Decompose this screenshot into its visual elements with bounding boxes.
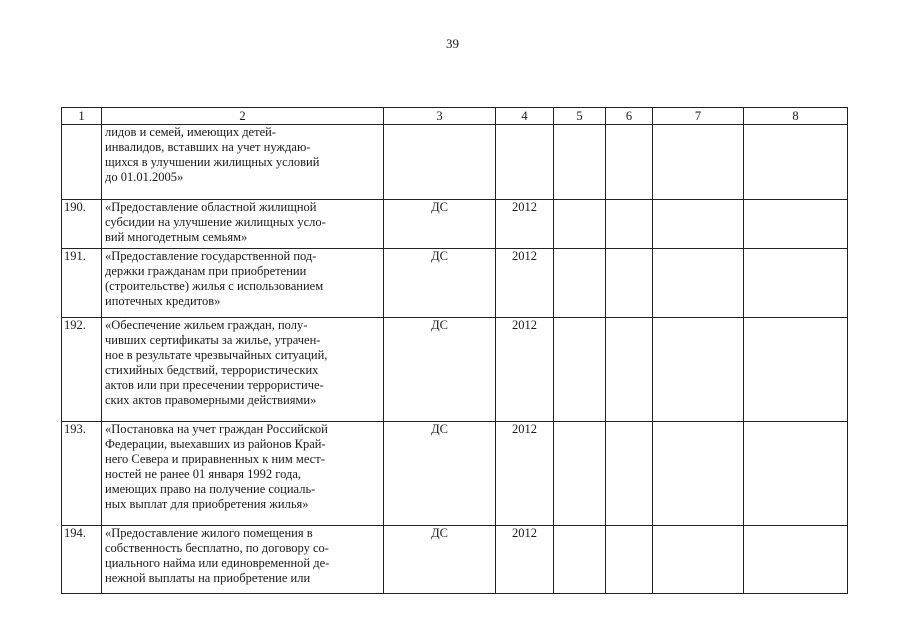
cell-col4: 2012 (496, 526, 554, 594)
cell-col6 (606, 249, 653, 318)
table-row (62, 422, 848, 526)
cell-col6 (606, 318, 653, 422)
row-number: 190. (62, 200, 102, 249)
cell-col8 (744, 249, 848, 318)
column-header-7: 7 (653, 108, 744, 125)
cell-col3: ДС (384, 200, 496, 249)
service-description: «Предоставление государственной под- держки гражданам при приобретении (строительстве) жилья с использованием ипотечных кредитов» (102, 249, 384, 318)
cell-col4: 2012 (496, 318, 554, 422)
cell-col4: 2012 (496, 249, 554, 318)
cell-col7 (653, 526, 744, 594)
cell-col8 (744, 526, 848, 594)
cell-col8 (744, 125, 848, 200)
table-row (62, 318, 848, 422)
row-number: 194. (62, 526, 102, 594)
cell-col7 (653, 200, 744, 249)
cell-col8 (744, 422, 848, 526)
cell-col3: ДС (384, 249, 496, 318)
cell-col7 (653, 318, 744, 422)
column-header-6: 6 (606, 108, 653, 125)
cell-col3: ДС (384, 422, 496, 526)
cell-col5 (554, 200, 606, 249)
cell-col7 (653, 422, 744, 526)
table-row (62, 249, 848, 318)
cell-col7 (653, 249, 744, 318)
cell-col6 (606, 422, 653, 526)
column-header-2: 2 (102, 108, 384, 125)
cell-col4: 2012 (496, 200, 554, 249)
cell-col6 (606, 125, 653, 200)
column-header-5: 5 (554, 108, 606, 125)
cell-col8 (744, 318, 848, 422)
column-header-1: 1 (62, 108, 102, 125)
cell-col5 (554, 249, 606, 318)
column-header-3: 3 (384, 108, 496, 125)
header-row (62, 108, 848, 125)
cell-col5 (554, 526, 606, 594)
service-description: лидов и семей, имеющих детей- инвалидов, вставших на учет нуждаю- щихся в улучшении жилищных условий до 01.01.2005» (102, 125, 384, 200)
cell-col7 (653, 125, 744, 200)
column-header-4: 4 (496, 108, 554, 125)
cell-col3: ДС (384, 318, 496, 422)
row-number: 191. (62, 249, 102, 318)
cell-col8 (744, 200, 848, 249)
cell-col3: ДС (384, 526, 496, 594)
service-description: «Обеспечение жильем граждан, полу- чивших сертификаты за жилье, утрачен- ное в результате чрезвычайных ситуаций, стихийных бедствий, террористических актов или при пресечении террористиче- ских актов правомерными действиями» (102, 318, 384, 422)
table-row (62, 125, 848, 200)
page-number: 39 (446, 36, 459, 51)
service-description: «Предоставление жилого помещения в собственность бесплатно, по договору со- циального найма или единовременной де- нежной выплаты на приобретение или (102, 526, 384, 594)
row-number (62, 125, 102, 200)
cell-col5 (554, 422, 606, 526)
cell-col4: 2012 (496, 422, 554, 526)
cell-col3 (384, 125, 496, 200)
services-table (61, 107, 848, 594)
table-row (62, 200, 848, 249)
column-header-8: 8 (744, 108, 848, 125)
service-description: «Предоставление областной жилищной субсидии на улучшение жилищных усло- вий многодетным семьям» (102, 200, 384, 249)
cell-col6 (606, 526, 653, 594)
table-row (62, 526, 848, 594)
cell-col4 (496, 125, 554, 200)
cell-col6 (606, 200, 653, 249)
row-number: 192. (62, 318, 102, 422)
row-number: 193. (62, 422, 102, 526)
cell-col5 (554, 318, 606, 422)
cell-col5 (554, 125, 606, 200)
service-description: «Постановка на учет граждан Российской Федерации, выехавших из районов Край- него Севера и приравненных к ним мест- ностей не ранее 01 января 1992 года, имеющих право на получение социаль- ных выплат для приобретения жилья» (102, 422, 384, 526)
